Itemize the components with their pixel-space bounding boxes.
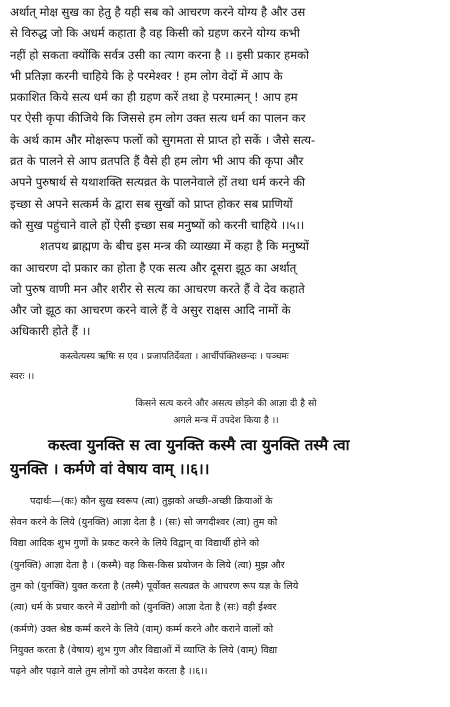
word-meaning-line: विद्या आदिक शुभ गुणों के प्रकट करने के लिये विद्वान् वा विद्यार्थी होने को: [10, 538, 260, 550]
text-line: का आचरण दो प्रकार का होता है एक सत्य और दूसरा झूठ का अर्थात्: [10, 260, 297, 275]
text-line: अर्थात् मोक्ष सुख का हेतु है यही सब को आचरण करने योग्य है और उस: [10, 5, 306, 19]
text-line: से विरुद्ध जो कि अधर्म कहाता है वह किसी को ग्रहण करने योग्य कभी: [10, 26, 300, 41]
text-line: प्रकाशित किये सत्य धर्म का ही ग्रहण करें तथा हे परमात्मन् ! आप हम: [10, 90, 298, 105]
word-meaning-line: तुम को (युनक्ति) युक्त करता है (तस्मै) पूर्वोक्त सत्यव्रत के आचरण रूप यज्ञ के लिये: [10, 580, 299, 592]
word-meaning-line: (कर्मणे) उक्त श्रेष्ठ कर्म्म करने के लिये (वाम्) कर्म्म करने और कराने वालों को: [10, 623, 274, 635]
mantra-metadata: [10, 347, 442, 387]
text-line: के अर्थ काम और मोक्षरूप फलों को सुगमता से प्राप्त हो सकें । जैसे सत्य-: [10, 132, 316, 147]
main-paragraph: [10, 2, 442, 343]
word-meaning-line: पढ़ने और पढ़ाने वाले तुम लोगों को उपदेश करता है ।।६।।: [10, 666, 208, 678]
word-meaning-line: सेवन करने के लिये (युनक्ति) आज्ञा देता है । (सः) सो जगदीश्वर (त्वा) तुम को: [10, 517, 278, 529]
text-line: अधिकारी होते हैं ।।: [10, 324, 91, 339]
word-meaning-line: (त्वा) धर्म के प्रचार करने में उद्योगी को (युनक्ति) आज्ञा देता है (सः) वही ईश्वर: [10, 602, 277, 614]
mantra-line: कस्त्वा युनक्ति स त्वा युनक्ति कस्मै त्वा युनक्ति तस्मै त्वा: [48, 435, 350, 454]
mantra-line: युनक्ति । कर्मणे वां वेषाय वाम् ।।६।।: [10, 459, 210, 478]
metadata-line: कस्त्वेत्यस्य ऋषिः स एव । प्रजापतिर्देवता । आर्चीपंक्तिश्छन्दः । पञ्चमः: [60, 350, 289, 362]
text-line: भी प्रतिज्ञा करनी चाहिये कि हे परमेश्वर ! हम लोग वेदों में आप के: [10, 68, 283, 83]
metadata-line: स्वरः ।।: [10, 370, 35, 382]
text-line: पर ऐसी कृपा कीजिये कि जिससे हम लोग उक्त सत्य धर्म का पालन कर: [10, 111, 306, 126]
word-meaning-line: नियुक्त करता है (वेषाय) शुभ गुण और विद्याओं में व्याप्ति के लिये (वाम्) विद्या: [10, 644, 278, 656]
text-line: जो पुरुष वाणी मन और शरीर से सत्य का आचरण करते हैं वे देव कहाते: [10, 281, 305, 296]
text-line: अपने पुरुषार्थ से यथाशक्ति सत्यव्रत के पालनेवाले हों तथा धर्म करने की: [10, 175, 306, 190]
text-line: नहीं हो सकता क्योंकि सर्वत्र उसी का त्याग करना है ।। इसी प्रकार हमको: [10, 47, 310, 62]
mantra-intro: [10, 395, 442, 429]
text-line: को सुख पहुंचाने वाले हों ऐसी इच्छा सब मनुष्यों को करनी चाहिये ।।५।।: [10, 217, 305, 232]
word-meaning-line: (युनक्ति) आज्ञा देता है । (कस्मै) वह किस-किस प्रयोजन के लिये (त्वा) मुझ और: [10, 559, 285, 571]
text-line: और जो झूठ का आचरण करने वाले हैं वे असुर राक्षस आदि नामों के: [10, 303, 291, 318]
text-line: इच्छा से अपने सत्कर्म के द्वारा सब सुखों को प्राप्त होकर सब प्राणियों: [10, 196, 293, 211]
intro-line: अगले मन्त्र में उपदेश किया है ।।: [173, 414, 279, 426]
word-meaning-section: [10, 491, 442, 683]
text-line: शतपथ ब्राह्मण के बीच इस मन्त्र की व्याख्या में कहा है कि मनुष्यों: [40, 239, 309, 254]
mantra-text: [10, 433, 442, 481]
intro-line: किसने सत्य करने और असत्य छोड़ने की आज्ञा दी है सो: [135, 397, 317, 409]
text-line: व्रत के पालने से आप व्रतपति हैं वैसे ही हम लोग भी आप की कृपा और: [10, 154, 304, 169]
word-meaning-line: पदार्थः—(कः) कौन सुख स्वरूप (त्वा) तुझको अच्छी-अच्छी क्रियाओं के: [30, 495, 273, 507]
